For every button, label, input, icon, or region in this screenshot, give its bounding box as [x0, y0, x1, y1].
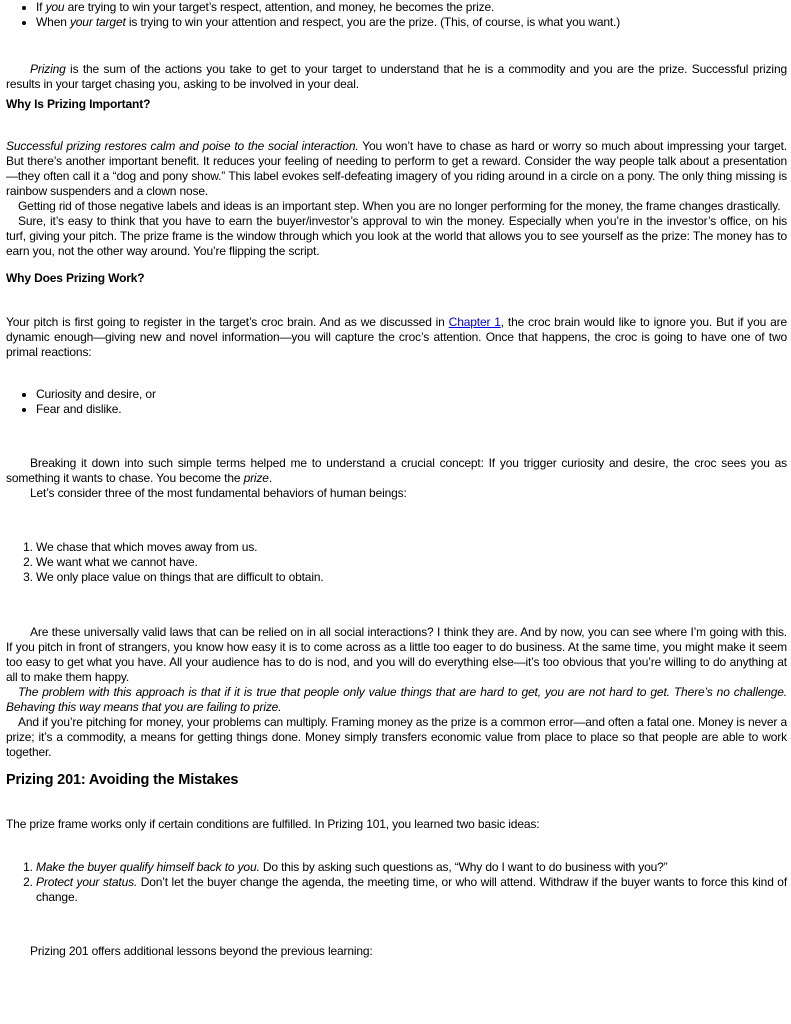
heading-why-important: Why Is Prizing Important? — [6, 97, 151, 111]
list-item: 3. We only place value on things that are difficult to obtain. — [36, 570, 787, 585]
paragraph-croc: Your pitch is first going to register in the target’s croc brain. And as we discussed in Chapter 1, the croc brain would like to ignore you. But if you are dynamic enough—giving new and novel information—you will capture the croc’s attention. Once that happens, the croc is going to have one of two primal reactions: — [6, 315, 787, 359]
heading-why-work: Why Does Prizing Work? — [6, 271, 145, 285]
reactions-list — [6, 387, 787, 417]
paragraph-money: And if you’re pitching for money, your problems can multiply. Framing money as the prize is a common error—and often a fatal one. Money is never a prize; it’s a commodity, a means for getting things done. Money simply transfers economic value from place to place so that people are able to work together. — [6, 715, 787, 759]
document-page — [6, 0, 787, 959]
paragraph-sure: Sure, it’s easy to think that you have to earn the buyer/investor’s approval to win the money. Especially when you’re in the investor’s office, on his turf, giving your pitch. The prize frame is the window through which you look at the world that allows you to see yourself as the prize: The money has to earn you, not the other way around. You’re flipping the script. — [6, 214, 787, 258]
behaviors-list — [6, 540, 787, 585]
chapter-1-link[interactable]: Chapter 1 — [448, 315, 501, 329]
paragraph-getting-rid: Getting rid of those negative labels and ideas is an important step. When you are no longer performing for the money, the frame changes drastically. — [18, 199, 781, 213]
paragraph-universal: Are these universally valid laws that can be relied on in all social interactions? I think they are. And by now, you can see where I’m going with this. If you pitch in front of strangers, you know how easy it is to come across as a little too eager to do business. At the same time, you might make it seem too easy to get what you have. All your audience has to do is nod, and you will do everything else—it’s too obvious that you’re willing to do anything at all to make them happy. — [6, 625, 787, 684]
list-item: 2. Protect your status. Don’t let the buyer change the agenda, the meeting time, or who will attend. Withdraw if the buyer wants to force this kind of change. — [36, 875, 787, 905]
list-item: • Fear and dislike. — [36, 402, 787, 417]
list-item: • If you are trying to win your target’s respect, attention, and money, he becomes the prize. — [36, 0, 787, 15]
paragraph-problem: The problem with this approach is that if it is true that people only value things that are hard to get, you are not hard to get. There’s no challenge. Behaving this way means that you are failing to prize. — [6, 685, 787, 714]
list-item: 1. Make the buyer qualify himself back to you. Do this by asking such questions as, “Why do I want to do business with you?” — [36, 860, 787, 875]
list-item: • When your target is trying to win your attention and respect, you are the prize. (This, of course, is what you want.) — [36, 15, 787, 30]
intro-list — [6, 0, 787, 30]
basic-ideas-list — [6, 860, 787, 905]
paragraph-prizing: Prizing is the sum of the actions you take to get to your target to understand that he is a commodity and you are the prize. Successful prizing results in your target chasing you, asking to be involved in your deal. — [6, 62, 787, 91]
list-item: 1. We chase that which moves away from us. — [36, 540, 787, 555]
paragraph-prizing-201: Prizing 201 offers additional lessons beyond the previous learning: — [30, 944, 373, 958]
paragraph-frame-works: The prize frame works only if certain conditions are fulfilled. In Prizing 101, you learned two basic ideas: — [6, 817, 540, 831]
paragraph-successful: Successful prizing restores calm and poise to the social interaction. You won’t have to chase as hard or worry so much about impressing your target. But there’s another important benefit. It reduces your feeling of needing to perform to get a reward. Consider the way people talk about a presentation—they often call it a “dog and pony show.” This label evokes self-defeating imagery of you riding around in a circle on a pony. The only thing missing is rainbow suspenders and a clown nose. — [6, 139, 787, 198]
list-item: • Curiosity and desire, or — [36, 387, 787, 402]
heading-prizing-201: Prizing 201: Avoiding the Mistakes — [6, 772, 239, 788]
list-item: 2. We want what we cannot have. — [36, 555, 787, 570]
paragraph-lets-consider: Let’s consider three of the most fundamental behaviors of human beings: — [30, 486, 407, 500]
paragraph-breaking: Breaking it down into such simple terms helped me to understand a crucial concept: If you trigger curiosity and desire, the croc sees you as something it wants to chase. You become the prize. — [6, 456, 787, 485]
